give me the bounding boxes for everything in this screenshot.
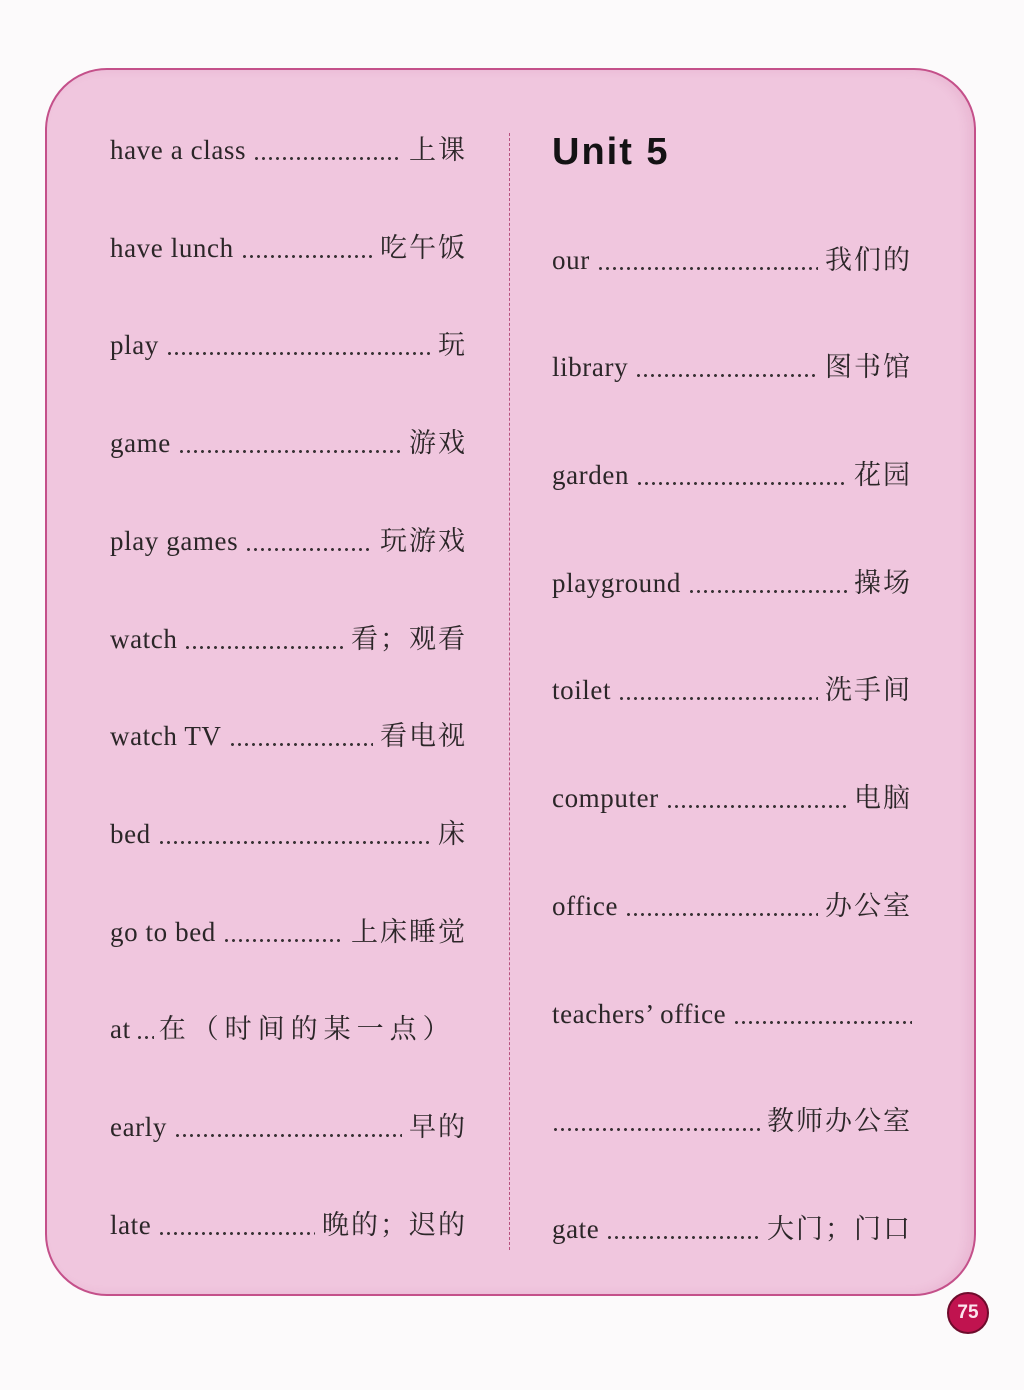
entry-term: computer bbox=[552, 783, 659, 814]
entry-term: have a class bbox=[110, 135, 247, 165]
entry-meaning: 吃午饭 bbox=[380, 232, 467, 263]
entry-term: playground bbox=[552, 567, 681, 598]
entry-meaning: 玩 bbox=[438, 330, 467, 361]
dot-leader bbox=[245, 522, 373, 560]
vocab-entry bbox=[110, 424, 467, 462]
entry-meaning: 花园 bbox=[854, 460, 912, 491]
vocab-entry bbox=[552, 887, 912, 925]
vocab-entry bbox=[110, 717, 467, 755]
dot-leader bbox=[241, 229, 373, 267]
entry-meaning: 电脑 bbox=[854, 783, 912, 814]
dot-leader bbox=[636, 456, 847, 494]
column-divider bbox=[509, 133, 510, 1250]
dot-leader bbox=[174, 1108, 402, 1146]
entry-term: at bbox=[110, 1014, 131, 1045]
entry-meaning: 在（时间的某一点） bbox=[158, 1014, 456, 1045]
dot-leader bbox=[666, 779, 847, 817]
dot-leader bbox=[178, 424, 402, 462]
entry-meaning: 图书馆 bbox=[825, 352, 912, 383]
vocab-entry bbox=[110, 1010, 467, 1048]
entry-meaning: 看；观看 bbox=[351, 623, 467, 654]
entry-meaning: 洗手间 bbox=[825, 675, 912, 706]
page-number-badge: 75 bbox=[947, 1292, 989, 1334]
dot-leader bbox=[688, 564, 847, 602]
entry-meaning: 教师办公室 bbox=[767, 1106, 912, 1137]
dot-leader bbox=[158, 1206, 315, 1244]
vocab-entry bbox=[110, 522, 467, 560]
entry-term: game bbox=[110, 428, 171, 459]
dot-leader bbox=[229, 717, 373, 755]
entry-meaning: 上课 bbox=[409, 135, 467, 165]
entry-meaning: 看电视 bbox=[380, 721, 467, 752]
entry-meaning: 玩游戏 bbox=[380, 525, 467, 556]
entry-meaning: 游戏 bbox=[409, 428, 467, 459]
entry-meaning: 操场 bbox=[854, 567, 912, 598]
dot-leader bbox=[158, 815, 431, 853]
dot-leader bbox=[606, 1210, 760, 1248]
vocab-entry bbox=[110, 913, 467, 951]
entry-meaning: 大门；门口 bbox=[767, 1213, 912, 1244]
vocab-entry bbox=[552, 564, 912, 602]
entry-term: office bbox=[552, 890, 619, 921]
vocab-entry bbox=[110, 1206, 467, 1244]
vocab-entry bbox=[110, 229, 467, 267]
entry-term: go to bed bbox=[110, 916, 216, 947]
entry-term: library bbox=[552, 352, 629, 383]
entry-term: play games bbox=[110, 525, 239, 556]
vocab-entry bbox=[552, 348, 912, 386]
vocab-entry bbox=[110, 620, 467, 658]
vocab-entry bbox=[110, 1108, 467, 1146]
entry-term: play bbox=[110, 330, 159, 361]
entry-meaning: 晚的；迟的 bbox=[322, 1209, 467, 1240]
dot-leader bbox=[223, 913, 344, 951]
entry-term: garden bbox=[552, 460, 630, 491]
entry-meaning: 上床睡觉 bbox=[351, 916, 467, 947]
entry-term: have lunch bbox=[110, 232, 234, 263]
dot-leader bbox=[552, 1102, 760, 1140]
entry-meaning: 床 bbox=[438, 819, 467, 850]
dot-leader bbox=[184, 620, 344, 658]
dot-leader bbox=[253, 131, 402, 169]
entry-term: watch bbox=[110, 623, 178, 654]
vocab-entry bbox=[552, 995, 912, 1033]
vocab-entry bbox=[552, 1210, 912, 1248]
entry-term: late bbox=[110, 1209, 152, 1240]
vocab-entry bbox=[552, 456, 912, 494]
entry-term: bed bbox=[110, 819, 151, 850]
vocab-entry bbox=[552, 1102, 912, 1140]
entry-meaning: 我们的 bbox=[825, 244, 912, 275]
entry-term: teachers’ office bbox=[552, 998, 727, 1029]
entry-term: our bbox=[552, 244, 590, 275]
vocab-entry bbox=[552, 241, 912, 279]
dot-leader bbox=[166, 326, 431, 364]
dot-leader bbox=[625, 887, 818, 925]
dot-leader bbox=[635, 348, 818, 386]
dot-leader bbox=[733, 995, 912, 1033]
entry-term: toilet bbox=[552, 675, 612, 706]
unit-heading: Unit 5 bbox=[552, 131, 670, 173]
vocab-entry bbox=[110, 326, 467, 364]
vocab-entry bbox=[552, 671, 912, 709]
vocab-entry bbox=[552, 779, 912, 817]
dot-leader bbox=[597, 241, 818, 279]
vocab-entry bbox=[110, 131, 467, 169]
entry-term: early bbox=[110, 1112, 167, 1143]
entry-meaning: 早的 bbox=[409, 1112, 467, 1143]
left-vocab-column bbox=[110, 131, 467, 1244]
dot-leader bbox=[136, 1010, 154, 1048]
entry-term: watch TV bbox=[110, 721, 222, 752]
entry-meaning: 办公室 bbox=[825, 890, 912, 921]
right-vocab-column bbox=[552, 133, 912, 1248]
dot-leader bbox=[618, 671, 818, 709]
vocab-entry bbox=[110, 815, 467, 853]
entry-term: gate bbox=[552, 1213, 600, 1244]
